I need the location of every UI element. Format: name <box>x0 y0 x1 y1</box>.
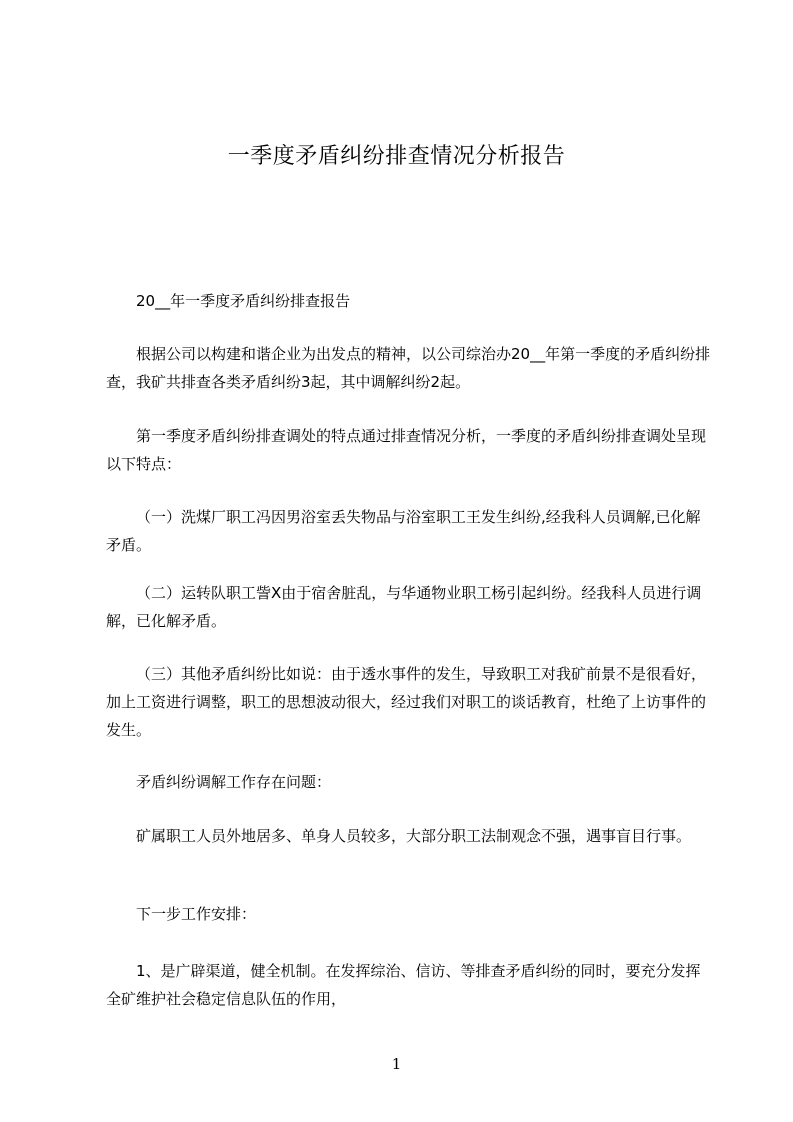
paragraph-next-step-one: 1、是广辟渠道，健全机制。在发挥综治、信访、等排查矛盾纠纷的同时，要充分发挥全矿维护社会稳定信息队伍的作用， <box>106 962 701 1008</box>
paragraph-intro: 根据公司以构建和谐企业为出发点的精神，以公司综治办20__年第一季度的矛盾纠纷排查，我矿共排查各类矛盾纠纷3起，其中调解纠纷2起。 <box>106 345 711 391</box>
report-subtitle: 20__年一季度矛盾纠纷排查报告 <box>136 292 351 310</box>
paragraph-item-two: （二）运转队职工訾X由于宿舍脏乱，与华通物业职工杨引起纠纷。经我科人员进行调解，已化解矛盾。 <box>106 584 702 630</box>
paragraph-problems: 矿属职工人员外地居多、单身人员较多，大部分职工法制观念不强，遇事盲目行事。 <box>136 827 692 845</box>
paragraph-features: 第一季度矛盾纠纷排查调处的特点通过排查情况分析，一季度的矛盾纠纷排查调处呈现以下特点： <box>106 427 707 473</box>
document-title: 一季度矛盾纠纷排查情况分析报告 <box>227 144 566 169</box>
page-number: 1 <box>391 1055 402 1073</box>
section-heading-next-steps: 下一步工作安排： <box>136 905 257 923</box>
paragraph-item-three: （三）其他矛盾纠纷比如说：由于透水事件的发生，导致职工对我矿前景不是很看好，加上工资进行调整，职工的思想波动很大，经过我们对职工的谈话教育，杜绝了上访事件的发生。 <box>106 665 707 739</box>
section-heading-problems: 矛盾纠纷调解工作存在问题： <box>136 773 332 791</box>
paragraph-item-one: （一）洗煤厂职工冯因男浴室丢失物品与浴室职工王发生纠纷,经我科人员调解,已化解矛盾。 <box>106 508 701 554</box>
